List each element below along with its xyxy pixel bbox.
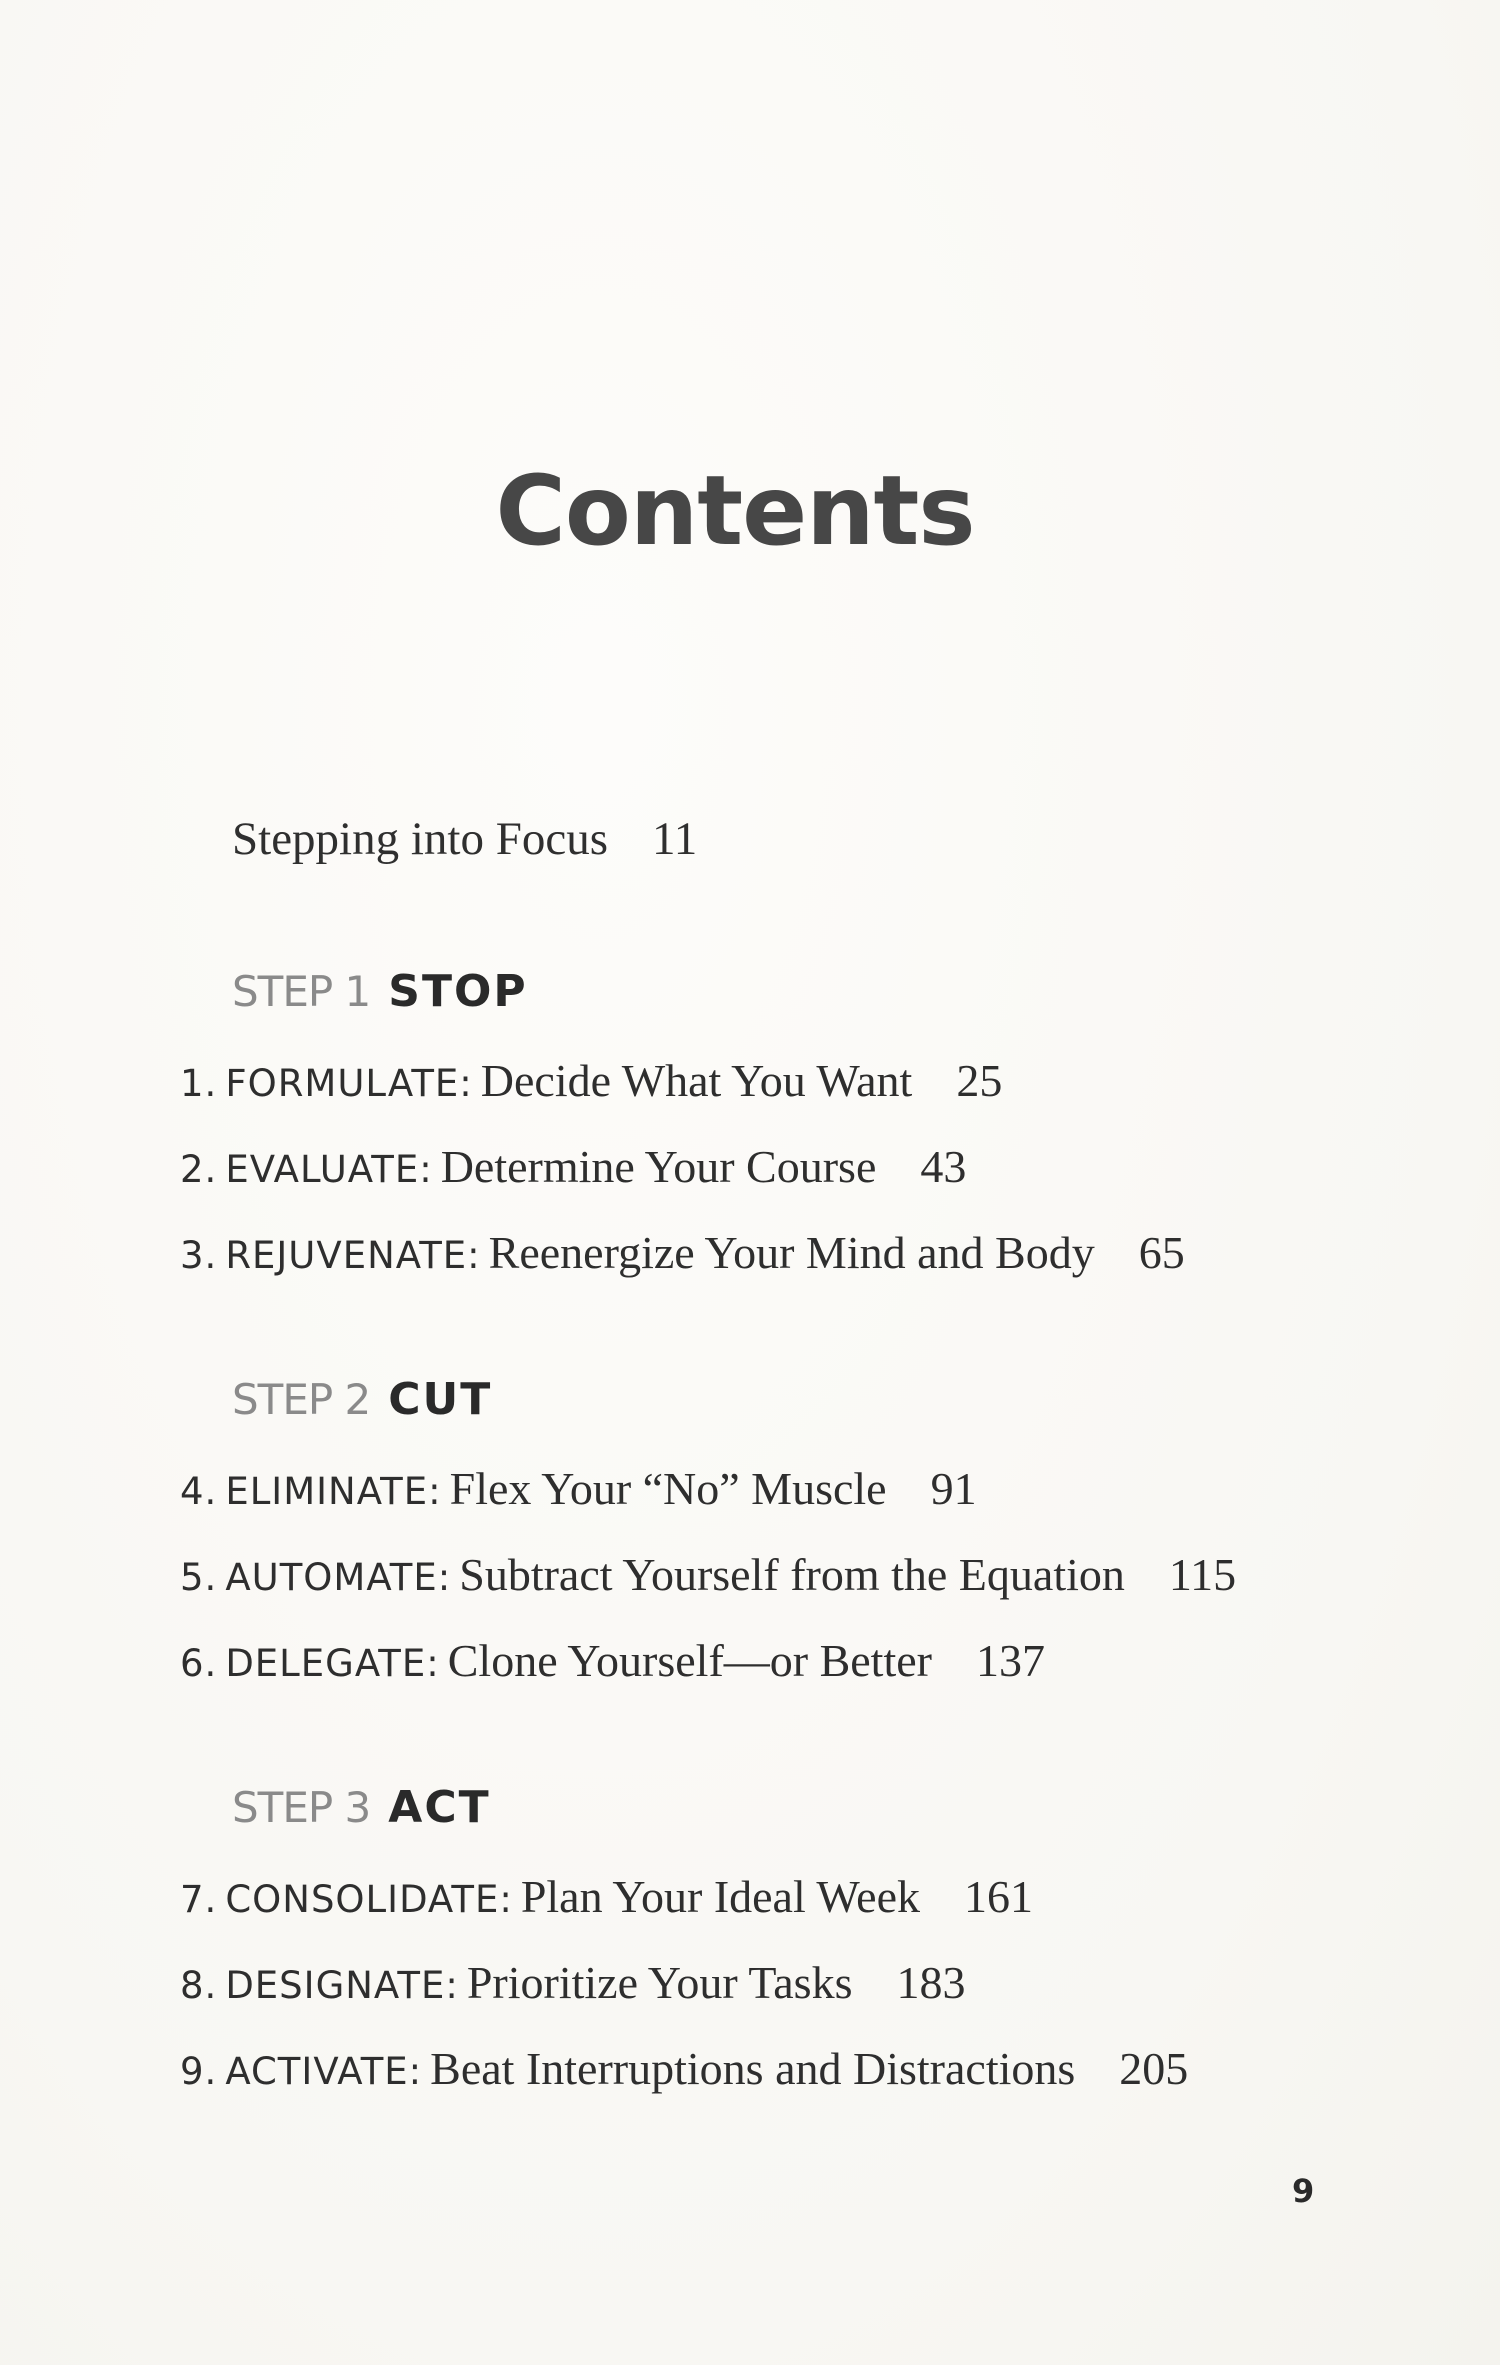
step-name: ACT — [388, 1782, 491, 1833]
chapter-page-number: 25 — [956, 1055, 1003, 1106]
chapter-title: Determine Your Course — [440, 1141, 877, 1192]
chapter-title: Plan Your Ideal Week — [520, 1871, 920, 1922]
chapter-keyword: EVALUATE: — [225, 1148, 433, 1191]
intro-title: Stepping into Focus — [232, 813, 609, 865]
toc-entry-5 — [180, 1549, 1237, 1600]
chapter-keyword: DELEGATE: — [225, 1642, 440, 1685]
step-label: STEP 3 — [232, 1783, 371, 1832]
chapter-page-number: 65 — [1138, 1227, 1185, 1278]
chapter-number: 6. — [180, 1642, 218, 1685]
chapter-title: Beat Interruptions and Distractions — [430, 2043, 1076, 2094]
step-name: CUT — [388, 1374, 493, 1425]
chapter-page-number: 183 — [896, 1957, 966, 2008]
chapter-number: 2. — [180, 1148, 218, 1191]
chapter-keyword: FORMULATE: — [225, 1062, 473, 1105]
toc-entry-7 — [180, 1871, 1033, 1922]
toc-entry-6 — [180, 1635, 1045, 1686]
chapter-page-number: 137 — [975, 1635, 1045, 1686]
intro-page-number: 11 — [652, 813, 698, 865]
chapter-number: 4. — [180, 1470, 218, 1513]
toc-intro-entry — [232, 812, 697, 866]
chapter-title: Clone Yourself—or Better — [447, 1635, 932, 1686]
step-label: STEP 2 — [232, 1375, 371, 1424]
chapter-page-number: 115 — [1168, 1549, 1237, 1600]
chapter-keyword: AUTOMATE: — [225, 1556, 452, 1599]
chapter-keyword: ACTIVATE: — [225, 2050, 423, 2093]
toc-entry-8 — [180, 1957, 966, 2008]
toc-entry-2 — [180, 1141, 967, 1192]
chapter-title: Subtract Yourself from the Equation — [459, 1549, 1125, 1600]
chapter-page-number: 161 — [964, 1871, 1033, 1922]
chapter-keyword: CONSOLIDATE: — [225, 1878, 513, 1921]
toc-entry-1 — [180, 1055, 1003, 1106]
step-heading-1 — [232, 966, 528, 1017]
toc-entry-4 — [180, 1463, 977, 1514]
chapter-keyword: ELIMINATE: — [225, 1470, 442, 1513]
chapter-keyword: REJUVENATE: — [225, 1234, 481, 1277]
chapter-title: Decide What You Want — [480, 1055, 913, 1106]
chapter-page-number: 91 — [930, 1463, 977, 1514]
chapter-number: 3. — [180, 1234, 218, 1277]
chapter-page-number: 205 — [1119, 2043, 1189, 2094]
chapter-number: 9. — [180, 2050, 218, 2093]
step-name: STOP — [388, 966, 528, 1017]
chapter-page-number: 43 — [920, 1141, 967, 1192]
page-title: Contents — [495, 455, 975, 567]
chapter-title: Prioritize Your Tasks — [466, 1957, 853, 2008]
toc-entry-9 — [180, 2043, 1189, 2094]
step-heading-2 — [232, 1374, 493, 1425]
chapter-number: 1. — [180, 1062, 218, 1105]
chapter-number: 5. — [180, 1556, 218, 1599]
chapter-keyword: DESIGNATE: — [225, 1964, 459, 2007]
step-label: STEP 1 — [232, 967, 371, 1016]
chapter-number: 7. — [180, 1878, 218, 1921]
toc-entry-3 — [180, 1227, 1185, 1278]
step-heading-3 — [232, 1782, 491, 1833]
chapter-title: Flex Your “No” Muscle — [449, 1463, 887, 1514]
chapter-number: 8. — [180, 1964, 218, 2007]
page-folio-number: 9 — [1292, 2172, 1315, 2210]
chapter-title: Reenergize Your Mind and Body — [488, 1227, 1095, 1278]
